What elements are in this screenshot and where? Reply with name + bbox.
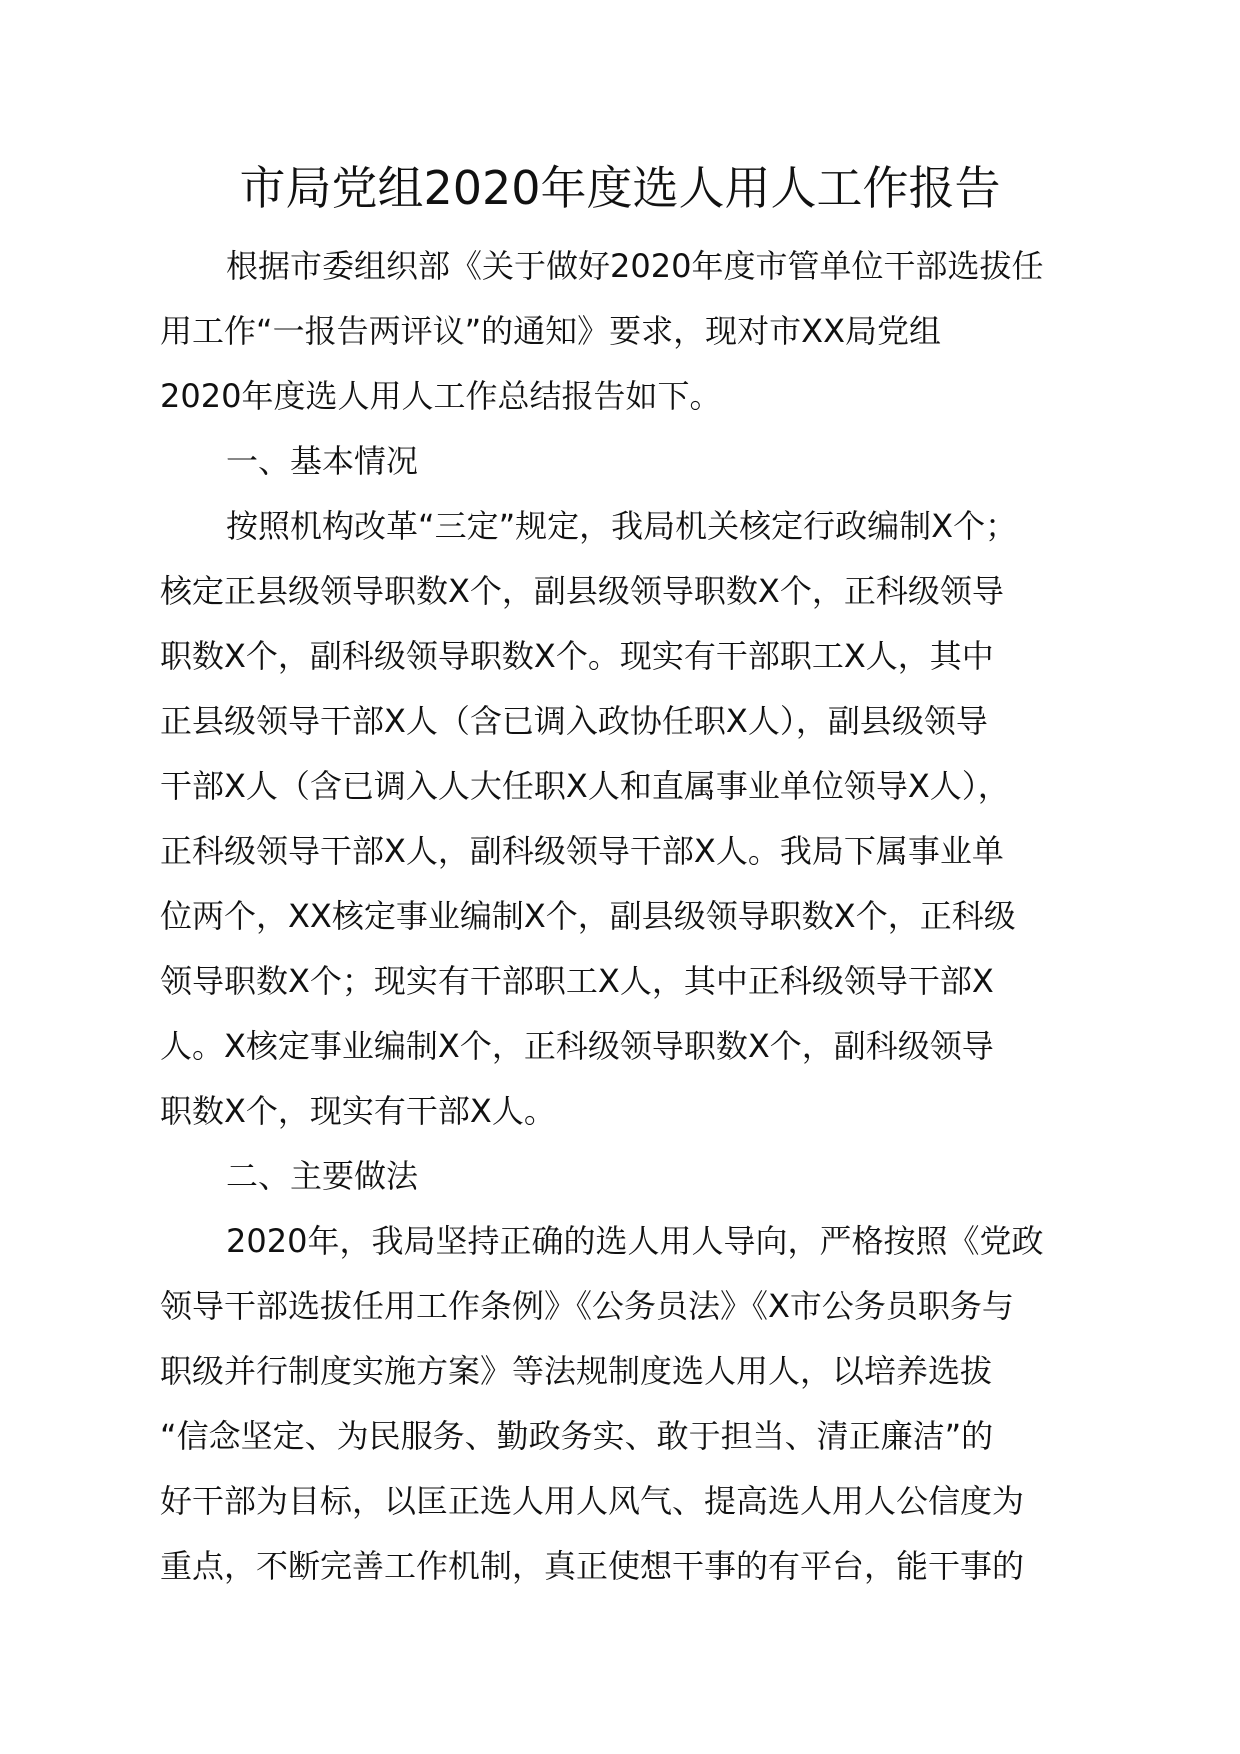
paragraph-basic-line: 位两个，XX核定事业编制X个，副县级领导职数X个，正科级 [160,897,1016,935]
paragraph-methods-line: 职级并行制度实施方案》等法规制度选人用人，以培养选拔 [160,1352,993,1390]
document-title: 市局党组2020年度选人用人工作报告 [239,161,1001,215]
paragraph-basic-line: 干部X人（含已调入人大任职X人和直属事业单位领导X人）， [160,767,1010,805]
paragraph-methods-line: 领导干部选拔任用工作条例》《公务员法》《X市公务员职务与 [160,1287,1014,1325]
paragraph-basic-line: 职数X个，副科级领导职数X个。现实有干部职工X人，其中 [160,637,994,675]
paragraph-basic-line: 领导职数X个；现实有干部职工X人，其中正科级领导干部X [160,962,994,1000]
paragraph-basic-line: 正县级领导干部X人（含已调入政协任职X人），副县级领导 [160,702,988,740]
section-heading-methods: 二、主要做法 [226,1157,419,1195]
paragraph-basic-line: 按照机构改革“三定”规定，我局机关核定行政编制X个； [226,507,1018,545]
paragraph-methods-line: 好干部为目标，以匡正选人用人风气、提高选人用人公信度为 [160,1482,1025,1520]
paragraph-basic-line: 正科级领导干部X人，副科级领导干部X人。我局下属事业单 [160,832,1004,870]
paragraph-intro-line: 2020年度选人用人工作总结报告如下。 [160,377,722,415]
paragraph-methods-line: 重点，不断完善工作机制，真正使想干事的有平台，能干事的 [160,1547,1025,1585]
paragraph-intro-line: 根据市委组织部《关于做好2020年度市管单位干部选拔任 [226,247,1044,285]
document-body [160,234,1120,1599]
paragraph-basic-line: 人。X核定事业编制X个，正科级领导职数X个，副科级领导 [160,1027,994,1065]
paragraph-methods-line: “信念坚定、为民服务、勤政务实、敢于担当、清正廉洁”的 [160,1417,994,1455]
paragraph-methods-line: 2020年，我局坚持正确的选人用人导向，严格按照《党政 [226,1222,1044,1260]
paragraph-intro-line: 用工作“一报告两评议”的通知》要求，现对市XX局党组 [160,312,942,350]
paragraph-basic-line: 核定正县级领导职数X个，副县级领导职数X个，正科级领导 [160,572,1004,610]
paragraph-basic-line: 职数X个，现实有干部X人。 [160,1092,556,1130]
section-heading-basic: 一、基本情况 [226,442,419,480]
